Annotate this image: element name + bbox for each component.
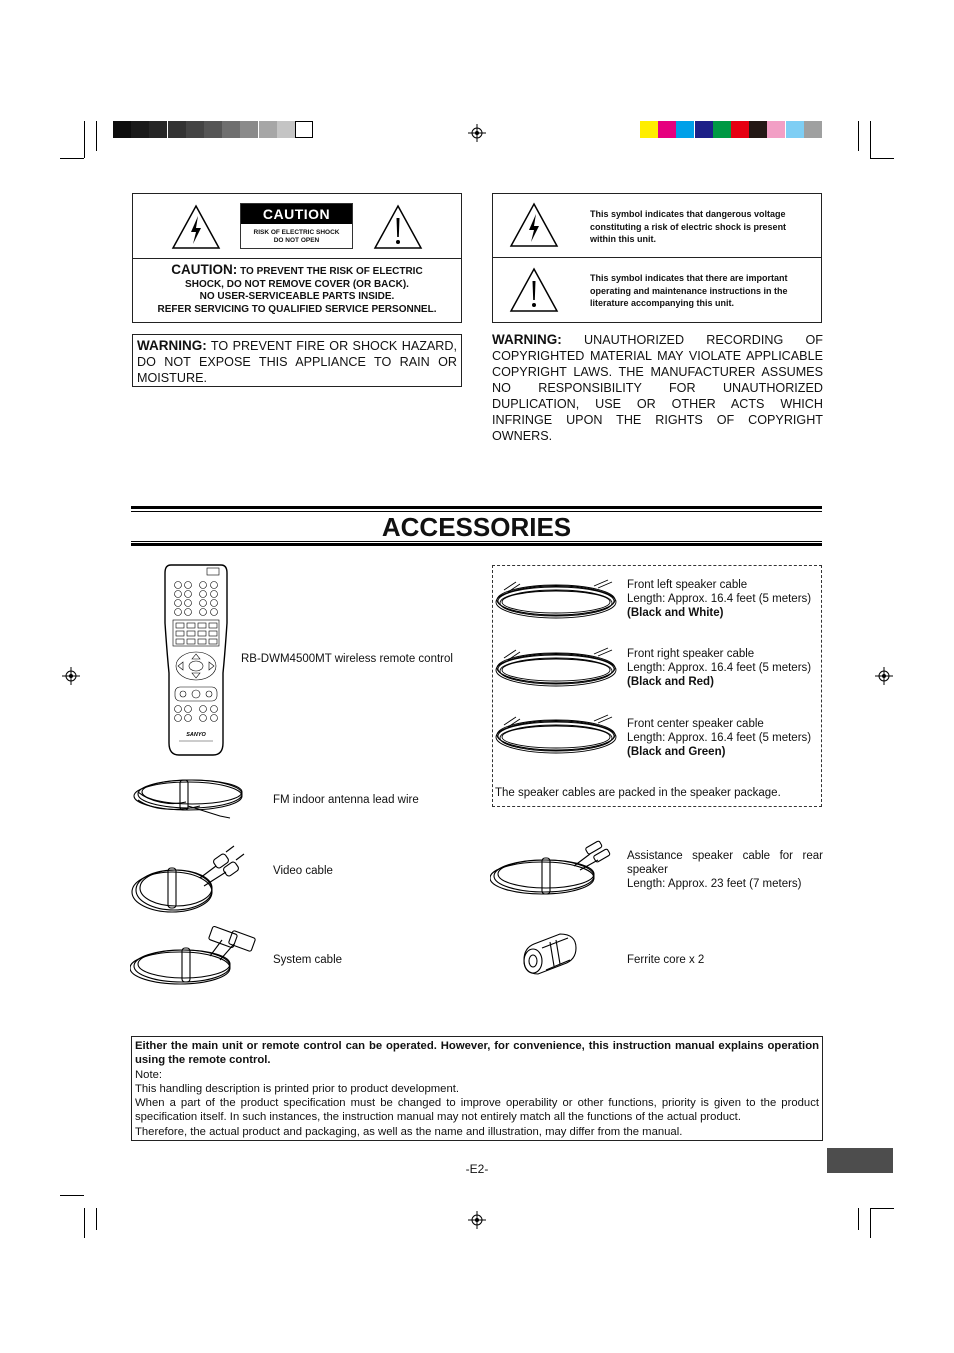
warning-copyright: [492, 332, 823, 444]
front-right-caption: [627, 647, 811, 689]
notes-p1: This handling description is printed prior to product development.: [135, 1082, 460, 1095]
front-left-color: (Black and White): [627, 607, 724, 619]
attention-symbol-text: This symbol indicates that there are important operating and maintenance instructions in the literature accompanying this unit.: [590, 273, 788, 308]
title-rule-bottom-thin: [131, 541, 822, 542]
lightning-triangle-icon: [509, 202, 559, 248]
assistance-length: Length: Approx. 23 feet (7 meters): [627, 878, 802, 890]
registration-mark-icon: [62, 667, 80, 685]
remote-control-image: [163, 563, 229, 758]
video-cable-image: [130, 838, 248, 918]
registration-mark-icon: [468, 124, 486, 142]
front-right-cable-image: [494, 644, 619, 690]
video-caption: Video cable: [273, 865, 333, 877]
notes-box: [131, 1036, 823, 1141]
color-swatch: [731, 121, 749, 138]
page-tab: [827, 1148, 893, 1173]
front-right-color: (Black and Red): [627, 676, 714, 688]
gray-swatch: [113, 121, 131, 138]
front-left-length: Length: Approx. 16.4 feet (5 meters): [627, 593, 812, 605]
remote-brand-label: SANYO: [186, 732, 206, 738]
caution-line-4: REFER SERVICING TO QUALIFIED SERVICE PERSONNEL.: [157, 303, 437, 315]
fm-antenna-image: [130, 772, 248, 820]
caution-badge-title: CAUTION: [241, 204, 352, 224]
fm-caption: FM indoor antenna lead wire: [273, 794, 419, 806]
front-left-caption: [627, 578, 811, 620]
notes-bold: Either the main unit or remote control can be operated. However, for convenience, this instruction manual explains operation using the remote control.: [135, 1040, 819, 1067]
notes-p3: Therefore, the actual product and packaging, as well as the name and illustration, may differ from the manual.: [135, 1125, 683, 1138]
gray-swatch: [277, 121, 295, 138]
exclamation-triangle-icon: [373, 204, 423, 250]
notes-label: Note:: [135, 1068, 163, 1081]
gray-swatch: [186, 121, 204, 138]
caution-line-1: TO PREVENT THE RISK OF ELECTRIC: [240, 266, 423, 277]
warning-copyright-text: UNAUTHORIZED RECORDING OF COPYRIGHTED MATERIAL MAY VIOLATE APPLICABLE COPYRIGHT LAWS. THE MANUFACTURER ASSUMES NO RESPONSIBILITY FOR UNAUTHORIZED DUPLICATION, USE OR OTHER ACTS WHICH INFRINGE UPON THE RIGHTS OF COPYRIGHT OWNERS.: [492, 333, 823, 443]
caution-badge-sub-2: DO NOT OPEN: [273, 237, 320, 244]
gray-swatch: [168, 121, 186, 138]
caution-line-3: NO USER-SERVICEABLE PARTS INSIDE.: [199, 291, 395, 302]
color-swatch: [695, 121, 713, 138]
gray-swatch: [222, 121, 240, 138]
front-left-name: Front left speaker cable: [627, 579, 748, 591]
front-center-color: (Black and Green): [627, 746, 726, 758]
gray-swatch: [131, 121, 149, 138]
section-title: ACCESSORIES: [381, 512, 572, 542]
lightning-triangle-icon: [171, 204, 221, 250]
title-rule-bottom: [131, 543, 822, 546]
color-swatch: [749, 121, 767, 138]
notes-p2: When a part of the product specification must be changed to improve operability or other functions, priority is given to the product specification itself. In such instances, the instruction manual may not entirely match all the functions of the actual product.: [135, 1097, 819, 1124]
remote-caption: RB-DWM4500MT wireless remote control: [241, 653, 453, 665]
caution-line-2: SHOCK, DO NOT REMOVE COVER (OR BACK).: [185, 278, 409, 290]
assistance-cable-image: [490, 838, 615, 896]
assistance-caption: [627, 849, 823, 891]
voltage-symbol-text: This symbol indicates that dangerous voltage constituting a risk of electric shock is present within this unit.: [590, 209, 787, 244]
assistance-name: Assistance speaker cable for rear speaker: [627, 850, 823, 876]
warning-rain-box: [132, 334, 462, 387]
caution-box: [132, 193, 462, 323]
page-number: -E2-: [465, 1162, 489, 1176]
color-swatch: [804, 121, 822, 138]
warning-rain-label: WARNING:: [137, 338, 207, 353]
exclamation-triangle-icon: [509, 267, 559, 313]
caution-badge-sub-1: RISK OF ELECTRIC SHOCK: [253, 229, 340, 236]
warning-copyright-label: WARNING:: [492, 332, 562, 347]
ferrite-caption: Ferrite core x 2: [627, 954, 705, 966]
gray-swatch: [259, 121, 277, 138]
gray-swatch: [204, 121, 222, 138]
symbols-box: [492, 193, 822, 323]
title-rule-top: [131, 506, 822, 509]
gray-swatch: [149, 121, 167, 138]
gray-swatch: [240, 121, 258, 138]
registration-mark-icon: [875, 667, 893, 685]
color-swatch: [658, 121, 676, 138]
front-left-cable-image: [494, 576, 619, 622]
ferrite-core-image: [520, 930, 580, 978]
front-center-cable-image: [494, 711, 619, 757]
front-right-name: Front right speaker cable: [627, 648, 755, 660]
color-swatch: [640, 121, 658, 138]
front-center-caption: [627, 717, 811, 759]
system-caption: System cable: [273, 954, 343, 966]
registration-mark-icon: [468, 1211, 486, 1229]
color-swatch: [713, 121, 731, 138]
caution-badge: [240, 203, 353, 249]
caution-statement: [133, 264, 461, 316]
caution-label: CAUTION:: [171, 262, 238, 277]
color-swatch: [676, 121, 694, 138]
system-cable-image: [130, 926, 260, 988]
speaker-package-note: The speaker cables are packed in the speaker package.: [495, 787, 781, 799]
front-center-length: Length: Approx. 16.4 feet (5 meters): [627, 732, 812, 744]
warning-rain-text: TO PREVENT FIRE OR SHOCK HAZARD, DO NOT EXPOSE THIS APPLIANCE TO RAIN OR MOISTURE.: [137, 339, 457, 385]
front-right-length: Length: Approx. 16.4 feet (5 meters): [627, 662, 812, 674]
front-center-name: Front center speaker cable: [627, 718, 764, 730]
color-swatch: [767, 121, 785, 138]
gray-swatch: [295, 121, 313, 138]
color-swatch: [786, 121, 804, 138]
